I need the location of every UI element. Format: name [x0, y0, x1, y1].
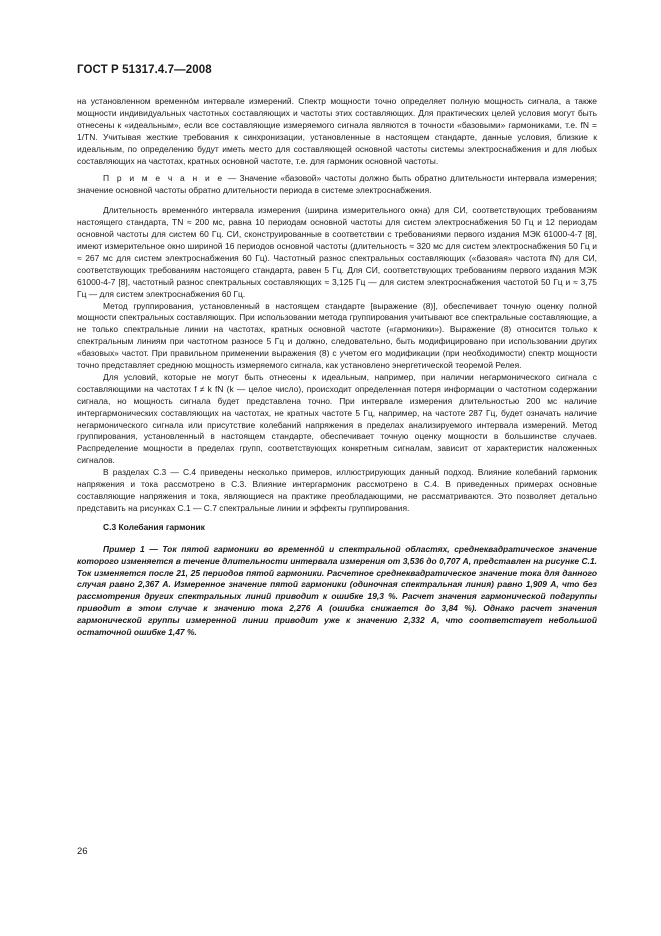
section-heading: С.3 Колебания гармоник: [103, 521, 205, 532]
page-number: 26: [77, 846, 88, 857]
note-paragraph: [77, 173, 597, 197]
note-text: — Значение «базовой» частоты должно быть обратно длительности интервала измерения; значение основной частоты обратно длительности периода в системе электроснабжения.: [77, 173, 597, 196]
paragraph-window-duration: Длительность временнóго интервала измерения (ширина измерительного окна) для СИ, соответствующих требованиям настоящего стандарта, TN ≈ 200 мс, равна 10 периодам основной частоты для систем электроснабжения 50 Гц и 12 периодам основной частоты для систем 60 Гц. СИ, сконструированные в соответствии с требованиями первого издания МЭК 61000-4-7 [8], имеют измерительное окно шириной 16 периодов основной частоты (длительность ≈ 320 мс для систем электроснабжения 50 Гц и ≈ 267 мс для систем электроснабжения 60 Гц). Частотный разнос спектральных составляющих («базовая» частота fN) для СИ, соответствующих требованиям настоящего стандарта, равен 5 Гц. Для СИ, соответствующих требованиям первого издания МЭК 61000-4-7 [8], частотный разнос спектральных составляющих ≈ 3,125 Гц — для систем электроснабжения частотой 50 Гц и ≈ 3,75 Гц — для систем электроснабжения 60 Гц.: [77, 205, 597, 299]
paragraph-examples-overview: В разделах С.3 — С.4 приведены несколько примеров, иллюстрирующих данный подход. Влияние колебаний гармоник напряжения и тока рассмотрено в С.3. Влияние интергармоник рассмотрено в С.4. В приведенных примерах основные составляющие напряжения и тока, являющиеся на практике преобладающими, не рассматриваются. Это позволяет детально представить на рисунках С.1 — С.7 спектральные линии и эффекты группирования.: [77, 467, 597, 513]
paragraph-continuation: на установленном временнóм интервале измерений. Спектр мощности точно определяет полную мощность сигнала, а также мощности индивидуальных частотных составляющих и частоты этих составляющих. Для практических целей условия могут быть отнесены к «идеальным», если все составляющие измеряемого сигнала являются в точности «базовыми» гармониками, т.е. fN = 1/TN. Учитывая жесткие требования к синхронизации, установленные в настоящем стандарте, данные условия, близкие к идеальным, по определению будут иметь место для составляющей основной частоты системы электроснабжения и для любых составляющих на частотах, кратных основной частоте, т.е. для гармоник основной частоты.: [77, 96, 597, 166]
example-paragraph: Пример 1 — Ток пятой гармоники во временнóй и спектральной областях, среднеквадратическое значение которого изменяется в течение длительности интервала измерения от 3,536 до 0,707 А, представлен на рисунке С.1. Ток изменяется после 21, 25 периодов пятой гармоники. Расчетное среднеквадратическое значение тока для данного случая равно 2,367 А. Измеренное значение пятой гармоники (одиночная спектральная линия) равно 1,909 А, что без рассмотрения других спектральных линий приводит к ошибке 19,3 %. Расчет значения гармонической подгруппы приводит в этом случае к значению тока 2,276 А (ошибка снижается до 3,84 %). Однако расчет значения гармонической группы измеренной линии приводит уже к значению 2,332 А, что соответствует небольшой остаточной ошибке 1,47 %.: [77, 543, 597, 638]
paragraph-nonideal-conditions: Для условий, которые не могут быть отнесены к идеальным, например, при наличии негармонического сигнала с составляющими на частотах f ≠ k fN (k — целое число), происходит определенная потеря информации о частотном содержании сигнала, но мощность сигнала будет представлена точно. При интервале измерения длительностью 200 мс наличие интергармонических составляющих на частотах, не кратных частоте 5 Гц, например, на частоте 287 Гц, будет означать наличие негармонического сигнала или присутствие колебаний напряжения в пределах анализируемого интервала измерений. Метод группирования, установленный в настоящем стандарте, обеспечивает точную оценку мощности в большинстве случаев. Распределение мощности в пределах групп, соответствующих конкретным сигналам, зависит от характеристик наложенных сигналов.: [77, 371, 597, 466]
document-body: [77, 96, 597, 639]
page-header: ГОСТ Р 51317.4.7—2008: [77, 64, 212, 76]
note-label: П р и м е ч а н и е: [103, 173, 225, 184]
paragraph-grouping-method: Метод группирования, установленный в настоящем стандарте [выражение (8)], обеспечивает точную оценку полной мощности спектральных составляющих. При использовании метода группирования учитывают все спектральные составляющие, а не только спектральные линии на частотах, кратных основной частоте («гармоники»). Выражение (8) относится только к спектральным линиям при частотном разносе 5 Гц и должно, следовательно, быть модифицировано при использовании других «базовых» частот. При правильном применении выражения (8) с учетом его модификации (при необходимости) спектр мощности точно представляет среднюю мощность измеряемого сигнала, как установлено энергетической теоремой Релея.: [77, 300, 597, 371]
